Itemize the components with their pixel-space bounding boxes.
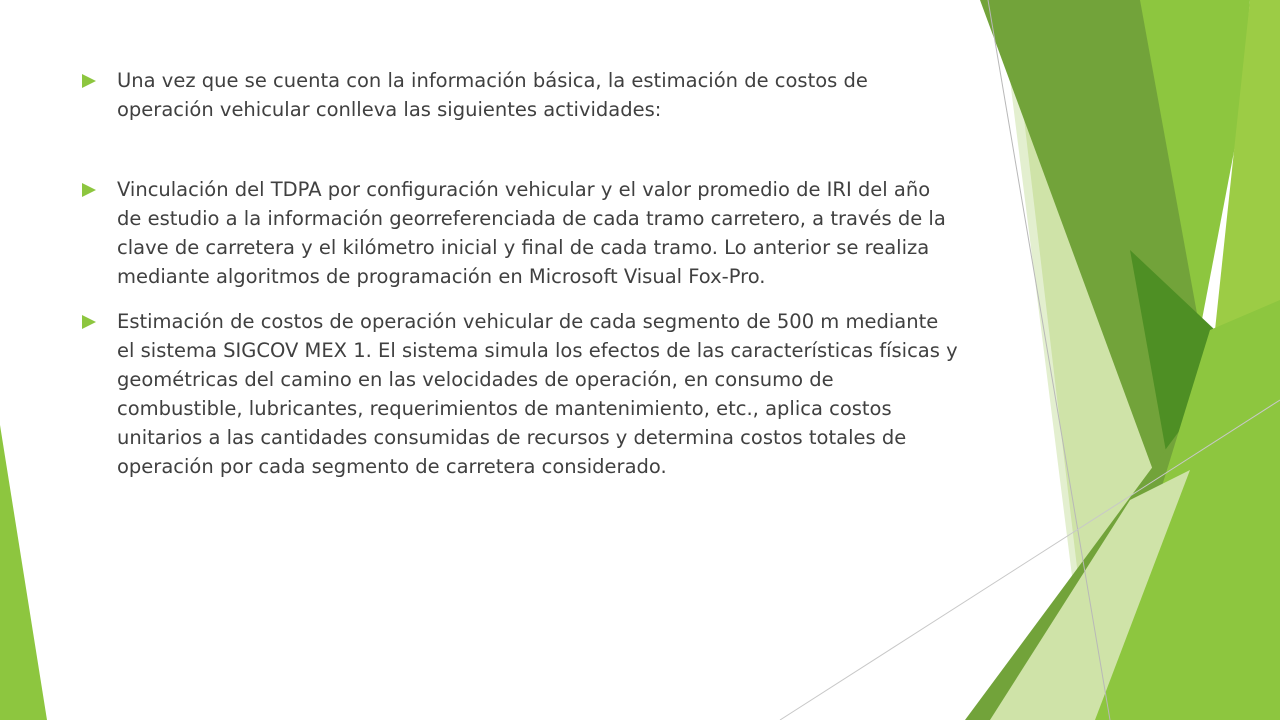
triangle-bullet-icon bbox=[82, 183, 96, 197]
triangle-bullet-icon bbox=[82, 74, 96, 88]
bullet-item bbox=[80, 307, 960, 481]
left-green-wedge bbox=[0, 425, 47, 720]
bullet-text: Vinculación del TDPA por configuración vehicular y el valor promedio de IRI del año de estudio a la información georreferenciada de cada tramo carretero, a través de la clave de carretera y el kilómetro inicial y final de cada tramo. Lo anterior se realiza mediante algoritmos de programación en Microsoft Visual Fox-Pro. bbox=[117, 178, 946, 288]
bullet-item bbox=[80, 66, 960, 124]
triangle-bullet-icon bbox=[82, 315, 96, 329]
bullet-list bbox=[80, 66, 960, 481]
bullet-item bbox=[80, 175, 960, 291]
bullet-text: Una vez que se cuenta con la información básica, la estimación de costos de operación vehicular conlleva las siguientes actividades: bbox=[117, 69, 868, 121]
bullet-text: Estimación de costos de operación vehicular de cada segmento de 500 m mediante el sistema SIGCOV MEX 1. El sistema simula los efectos de las características físicas y geométricas del camino en las velocidades de operación, en consumo de combustible, lubricantes, requerimientos de mantenimiento, etc., aplica costos unitarios a las cantidades consumidas de recursos y determina costos totales de operación por cada segmento de carretera considerado. bbox=[117, 310, 958, 478]
